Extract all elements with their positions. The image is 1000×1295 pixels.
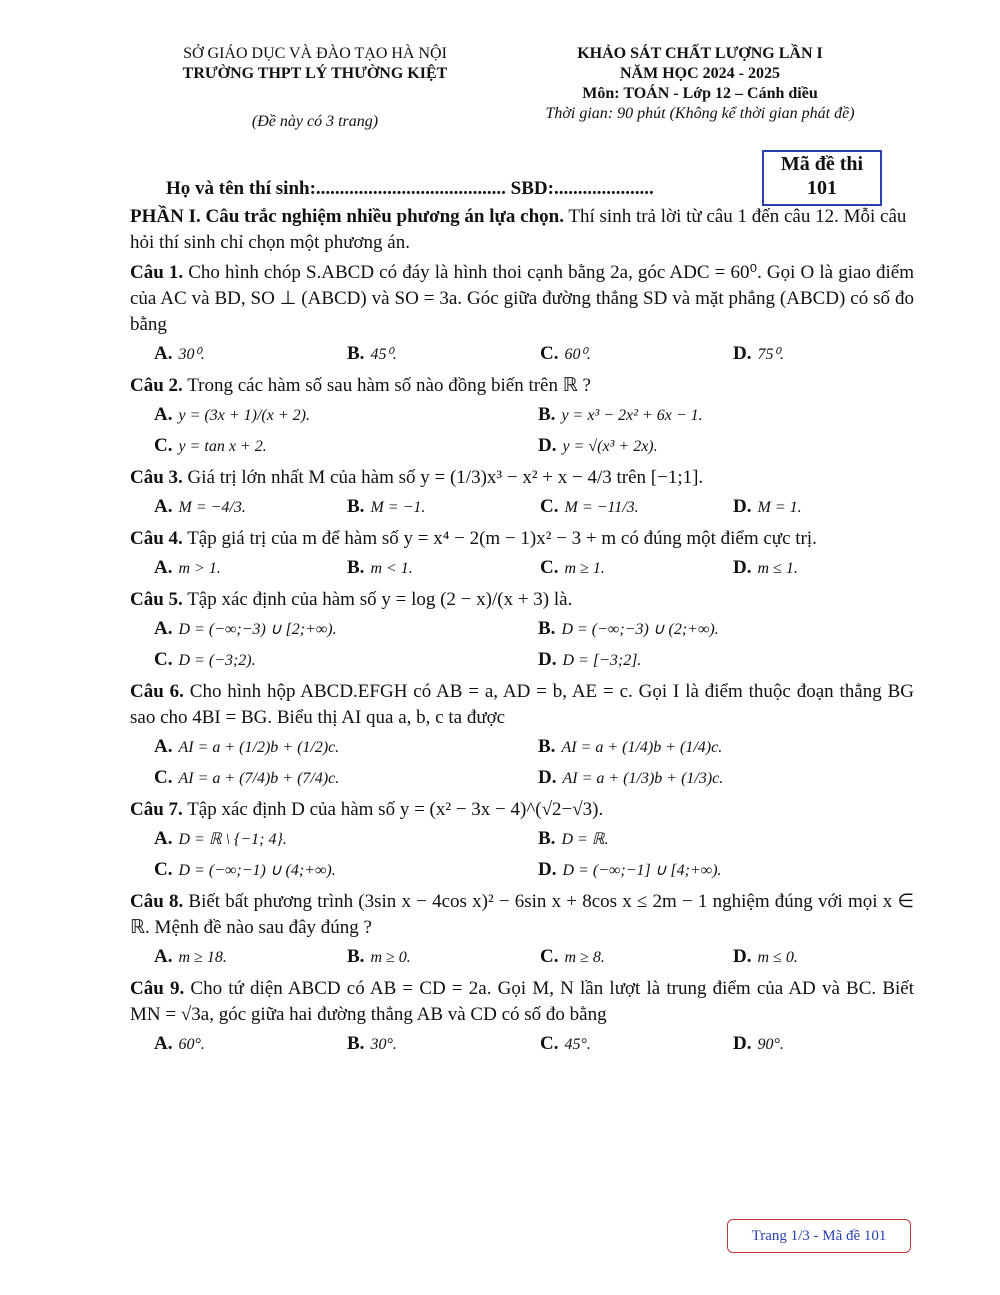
option-text: m < 1. [370, 560, 413, 577]
option-letter: B. [538, 828, 556, 849]
question-text: Giá trị lớn nhất M của hàm số y = (1/3)x³ − x² + x − 4/3 trên [−1;1]. [182, 467, 704, 488]
header-right [500, 44, 900, 124]
exam-code-value: 101 [807, 177, 837, 199]
question-text: Cho hình hộp ABCD.EFGH có AB = a, AD = b, AE = c. Gọi I là điểm thuộc đoạn thẳng BG sao cho 4BI = BG. Biểu thị AI qua a, b, c ta được [130, 681, 914, 728]
option-letter: C. [540, 496, 559, 517]
header-left [140, 44, 490, 132]
question-stem [130, 260, 914, 338]
option-c[interactable] [540, 493, 733, 522]
option-text: m ≥ 1. [564, 560, 605, 577]
option-letter: B. [347, 343, 365, 364]
option-text: D = ℝ. [561, 831, 609, 848]
question-6 [130, 679, 914, 793]
option-text: 45°. [564, 1036, 591, 1053]
option-letter: D. [733, 1033, 752, 1054]
option-text: AI = a + (1/4)b + (1/4)c. [561, 739, 723, 756]
option-a[interactable] [154, 554, 347, 583]
option-text: D = (−∞;−3) ∪ [2;+∞). [178, 621, 337, 638]
option-text: D = (−∞;−1) ∪ (4;+∞). [178, 862, 336, 879]
question-label: Câu 8. [130, 891, 184, 912]
part-heading [130, 204, 914, 256]
option-b[interactable] [347, 943, 540, 972]
option-letter: C. [540, 946, 559, 967]
question-7 [130, 797, 914, 885]
option-text: m ≥ 0. [370, 949, 411, 966]
candidate-name-field: Họ và tên thí sinh:........................................ [166, 178, 506, 199]
question-label: Câu 3. [130, 467, 183, 488]
option-letter: C. [540, 1033, 559, 1054]
option-d[interactable] [538, 646, 922, 675]
option-c[interactable] [540, 943, 733, 972]
option-d[interactable] [733, 554, 926, 583]
question-text: Tập giá trị của m để hàm số y = x⁴ − 2(m − 1)x² − 3 + m có đúng một điểm cực trị. [182, 528, 817, 549]
options [154, 401, 914, 461]
options [154, 340, 914, 369]
option-text: 90°. [757, 1036, 784, 1053]
candidate-line [166, 178, 654, 200]
option-text: D = (−3;2). [178, 652, 256, 669]
option-text: y = tan x + 2. [178, 438, 267, 455]
option-letter: D. [538, 649, 557, 670]
department-name: SỞ GIÁO DỤC VÀ ĐÀO TẠO HÀ NỘI [183, 45, 447, 62]
option-c[interactable] [540, 554, 733, 583]
option-letter: B. [538, 736, 556, 757]
question-label: Câu 7. [130, 799, 183, 820]
option-letter: B. [347, 496, 365, 517]
question-list [130, 260, 914, 1059]
option-text: 75⁰. [757, 346, 784, 363]
option-letter: B. [347, 1033, 365, 1054]
option-b[interactable] [538, 825, 922, 854]
option-d[interactable] [538, 432, 922, 461]
exam-body [130, 204, 914, 1059]
options [154, 493, 914, 522]
options [154, 1030, 914, 1059]
option-letter: C. [540, 557, 559, 578]
option-c[interactable] [154, 856, 538, 885]
option-text: M = −1. [370, 499, 426, 516]
question-8 [130, 889, 914, 972]
option-b[interactable] [347, 1030, 540, 1059]
option-letter: C. [540, 343, 559, 364]
option-text: D = (−∞;−3) ∪ (2;+∞). [561, 621, 719, 638]
question-label: Câu 2. [130, 375, 183, 396]
option-letter: A. [154, 404, 173, 425]
question-text: Biết bất phương trình (3sin x − 4cos x)² − 6sin x + 8cos x ≤ 2m − 1 nghiệm đúng với mọi x ∈ ℝ. Mệnh đề nào sau đây đúng ? [130, 891, 914, 938]
option-c[interactable] [154, 432, 538, 461]
option-a[interactable] [154, 825, 538, 854]
option-letter: A. [154, 496, 173, 517]
option-letter: A. [154, 557, 173, 578]
option-letter: B. [347, 557, 365, 578]
option-d[interactable] [538, 856, 922, 885]
option-text: D = ℝ \ {−1; 4}. [178, 831, 287, 848]
option-text: D = (−∞;−1] ∪ [4;+∞). [562, 862, 722, 879]
options [154, 943, 914, 972]
option-letter: A. [154, 618, 173, 639]
subject: Môn: TOÁN - Lớp 12 – Cánh diều [582, 85, 818, 102]
option-a[interactable] [154, 733, 538, 762]
option-text: m ≥ 8. [564, 949, 605, 966]
school-name: TRƯỜNG THPT LÝ THƯỜNG KIỆT [182, 65, 448, 82]
option-letter: C. [154, 859, 173, 880]
option-c[interactable] [154, 646, 538, 675]
option-a[interactable] [154, 493, 347, 522]
part-instruction: Thí sinh trả lời từ câu 1 đến câu 12. Mỗi câu hỏi thí sinh chỉ chọn một phương án. [130, 206, 907, 253]
part-title: PHẦN I. Câu trắc nghiệm nhiều phương án lựa chọn. [130, 206, 564, 227]
option-c[interactable] [540, 340, 733, 369]
question-label: Câu 5. [130, 589, 183, 610]
question-1 [130, 260, 914, 369]
option-letter: A. [154, 828, 173, 849]
question-stem [130, 465, 914, 491]
option-text: M = −4/3. [178, 499, 246, 516]
question-text: Tập xác định của hàm số y = log (2 − x)/(x + 3) là. [182, 589, 573, 610]
option-text: m ≥ 18. [178, 949, 227, 966]
option-d[interactable] [733, 340, 926, 369]
option-letter: D. [733, 946, 752, 967]
question-stem [130, 526, 914, 552]
option-a[interactable] [154, 401, 538, 430]
option-d[interactable] [733, 493, 926, 522]
question-stem [130, 679, 914, 731]
option-c[interactable] [540, 1030, 733, 1059]
option-text: 30°. [370, 1036, 397, 1053]
option-b[interactable] [347, 493, 540, 522]
option-text: AI = a + (1/2)b + (1/2)c. [178, 739, 340, 756]
question-stem [130, 373, 914, 399]
option-text: M = −11/3. [564, 499, 639, 516]
question-text: Cho hình chóp S.ABCD có đáy là hình thoi cạnh bằng 2a, góc ADC = 60⁰. Gọi O là giao điểm của AC và BD, SO ⊥ (ABCD) và SO = 3a. Góc giữa đường thẳng SD và mặt phẳng (ABCD) có số đo bằng [130, 262, 914, 335]
option-text: m ≤ 1. [757, 560, 798, 577]
option-d[interactable] [733, 943, 926, 972]
option-text: y = √(x³ + 2x). [562, 438, 658, 455]
option-text: m ≤ 0. [757, 949, 798, 966]
option-a[interactable] [154, 615, 538, 644]
option-letter: B. [538, 404, 556, 425]
option-letter: C. [154, 435, 173, 456]
options [154, 733, 914, 793]
option-letter: A. [154, 946, 173, 967]
option-a[interactable] [154, 943, 347, 972]
question-text: Tập xác định D của hàm số y = (x² − 3x − 4)^(√2−√3). [182, 799, 604, 820]
question-stem [130, 976, 914, 1028]
option-letter: A. [154, 736, 173, 757]
option-letter: B. [538, 618, 556, 639]
option-a[interactable] [154, 340, 347, 369]
question-text: Trong các hàm số sau hàm số nào đồng biến trên ℝ ? [182, 375, 591, 396]
time-note: Thời gian: 90 phút (Không kể thời gian phát đề) [545, 105, 855, 122]
question-stem [130, 587, 914, 613]
option-letter: D. [733, 343, 752, 364]
question-9 [130, 976, 914, 1059]
question-4 [130, 526, 914, 583]
option-text: 45⁰. [370, 346, 397, 363]
option-letter: D. [538, 859, 557, 880]
option-a[interactable] [154, 1030, 347, 1059]
question-text: Cho tứ diện ABCD có AB = CD = 2a. Gọi M, N lần lượt là trung điểm của AD và BC. Biết MN = √3a, góc giữa hai đường thẳng AB và CD có số đo bằng [130, 978, 914, 1025]
option-text: AI = a + (7/4)b + (7/4)c. [178, 770, 340, 787]
page-count-note: (Đề này có 3 trang) [251, 113, 379, 130]
options [154, 554, 914, 583]
school-year: NĂM HỌC 2024 - 2025 [620, 65, 780, 82]
option-b[interactable] [347, 340, 540, 369]
option-b[interactable] [347, 554, 540, 583]
option-text: 60⁰. [564, 346, 591, 363]
page-footer: Trang 1/3 - Mã đề 101 [727, 1219, 911, 1253]
option-b[interactable] [538, 615, 922, 644]
option-text: D = [−3;2]. [562, 652, 642, 669]
option-letter: D. [538, 435, 557, 456]
option-text: 30⁰. [178, 346, 205, 363]
option-letter: D. [733, 557, 752, 578]
option-text: y = (3x + 1)/(x + 2). [178, 407, 310, 424]
option-letter: D. [733, 496, 752, 517]
option-b[interactable] [538, 401, 922, 430]
question-3 [130, 465, 914, 522]
question-5 [130, 587, 914, 675]
option-d[interactable] [733, 1030, 926, 1059]
exam-title: KHẢO SÁT CHẤT LƯỢNG LẦN I [577, 45, 823, 62]
option-text: AI = a + (1/3)b + (1/3)c. [562, 770, 724, 787]
question-stem [130, 797, 914, 823]
question-stem [130, 889, 914, 941]
question-label: Câu 9. [130, 978, 185, 999]
option-text: m > 1. [178, 560, 221, 577]
options [154, 825, 914, 885]
candidate-sbd-field: SBD:..................... [510, 178, 654, 199]
option-text: y = x³ − 2x² + 6x − 1. [561, 407, 703, 424]
option-letter: B. [347, 946, 365, 967]
exam-code-label: Mã đề thi [780, 153, 864, 175]
question-label: Câu 1. [130, 262, 184, 283]
option-text: M = 1. [757, 499, 802, 516]
option-letter: C. [154, 649, 173, 670]
option-d[interactable] [538, 764, 922, 793]
option-b[interactable] [538, 733, 922, 762]
question-label: Câu 6. [130, 681, 184, 702]
question-label: Câu 4. [130, 528, 183, 549]
option-c[interactable] [154, 764, 538, 793]
question-2 [130, 373, 914, 461]
option-letter: A. [154, 1033, 173, 1054]
option-text: 60°. [178, 1036, 205, 1053]
option-letter: D. [538, 767, 557, 788]
option-letter: C. [154, 767, 173, 788]
option-letter: A. [154, 343, 173, 364]
options [154, 615, 914, 675]
exam-code-box [762, 150, 882, 206]
